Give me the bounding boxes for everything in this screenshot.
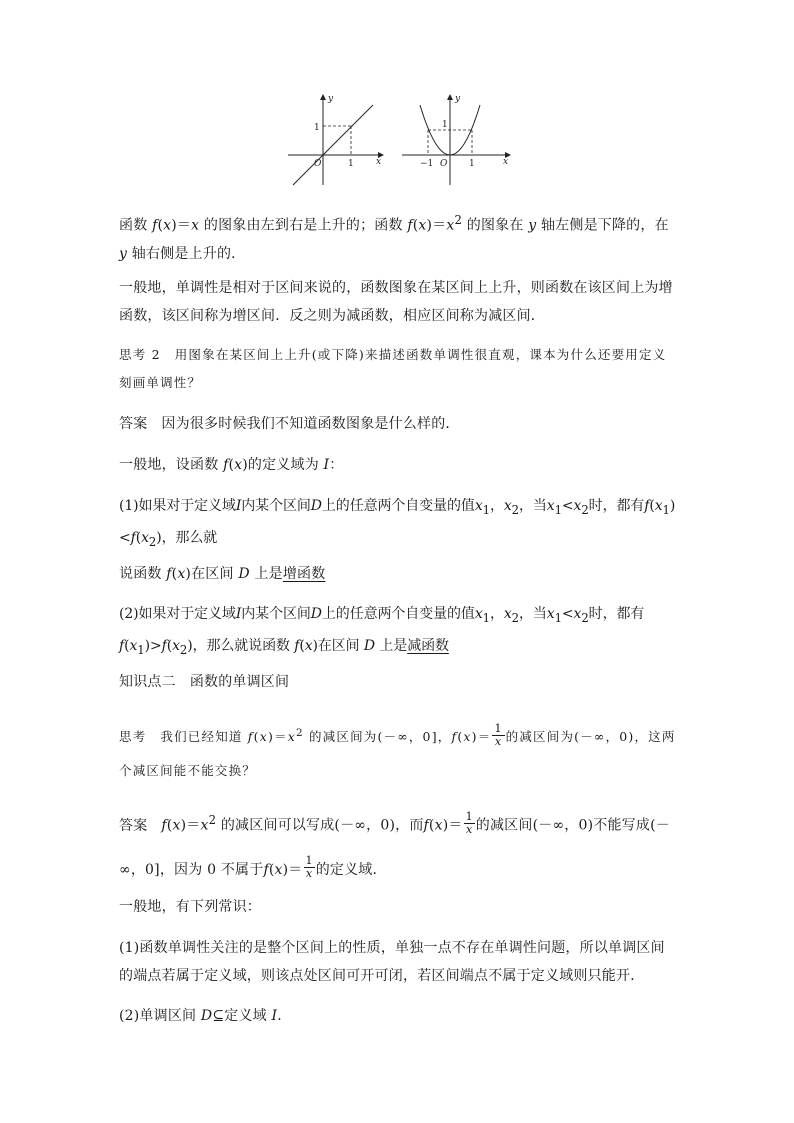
think-question-3: 思考 我们已经知道 $f(x)=x^2$ 的减区间为(－∞，0]，f(x)＝ $\frac{1}{x}$ 的减区间为(－∞，0)，这两个减区间能不能交换？ bbox=[119, 722, 676, 779]
y-axis-label: y bbox=[328, 94, 334, 104]
x-axis-label: x bbox=[376, 157, 382, 167]
general-knowledge-intro: 一般地，有下列常识： bbox=[119, 899, 261, 915]
fraction-one-over-x: $\frac{1}{x}$ bbox=[494, 722, 503, 749]
figures-row bbox=[280, 90, 520, 190]
fraction-one-over-x: $\frac{1}{x}$ bbox=[465, 810, 473, 837]
graph-linear-function bbox=[280, 90, 390, 190]
answer-1: 答案 因为很多时候我们不知道函数图象是什么样的． bbox=[119, 416, 460, 432]
x-axis-label: x bbox=[503, 157, 509, 167]
knowledge-item-2: (2)单调区间 D⊆定义域 I. bbox=[119, 1008, 282, 1024]
definition-increasing: (1)如果对于定义域I内某个区间D上的任意两个自变量的值$x_1$，$x_2$，当$x_1<x_2$时，都有$f(x_1)<f(x_2)$，那么就 bbox=[119, 498, 676, 549]
y-tick-label: 1 bbox=[314, 123, 320, 133]
answer-2: 答案 $f(x)=x^2$ 的减区间可以写成(－∞，0)，而f(x)＝ $\frac{1}{x}$ 的减区间(－∞，0)不能写成(－∞，0]，因为 0 不属于f(x)＝ $\frac{1}{x}$ 的定义域． bbox=[119, 810, 670, 881]
y-tick-label: 1 bbox=[442, 120, 448, 130]
fraction-one-over-x: $\frac{1}{x}$ bbox=[305, 854, 313, 881]
definition-decreasing: (2)如果对于定义域I内某个区间D上的任意两个自变量的值$x_1$，$x_2$，当$x_1<x_2$时，都有$f(x_1)>f(x_2)$，那么就说函数 f(x)在区间 D 上是减函数 bbox=[119, 606, 645, 657]
origin-label: O bbox=[314, 159, 322, 169]
decreasing-function-term: 减函数 bbox=[407, 637, 449, 654]
x-tick-neg-label: −1 bbox=[420, 159, 434, 169]
monotonicity-paragraph: 一般地，单调性是相对于区间来说的，函数图象在某区间上上升，则函数在该区间上为增函数，该区间称为增区间．反之则为减函数，相应区间称为减区间． bbox=[119, 280, 673, 324]
increasing-function-term: 增函数 bbox=[282, 566, 326, 582]
x-tick-label: 1 bbox=[348, 159, 354, 169]
graph-quadratic-function bbox=[398, 90, 518, 190]
x-tick-label: 1 bbox=[469, 159, 475, 169]
knowledge-item-1: (1)函数单调性关注的是整个区间上的性质，单独一点不存在单调性问题，所以单调区间的端点若属于定义域，则该点处区间可开可闭，若区间端点不属于定义域则只能开． bbox=[119, 940, 665, 984]
definition-intro: 一般地，设函数 f(x)的定义域为 I： bbox=[119, 457, 344, 473]
y-axis-label: y bbox=[455, 94, 461, 104]
think-question-2: 思考 2 用图象在某区间上上升(或下降)来描述函数单调性很直观，课本为什么还要用定义刻画单调性？ bbox=[119, 347, 667, 390]
definition-increasing-conclusion: 说函数 f(x)在区间 D 上是增函数 bbox=[119, 566, 326, 582]
graph-description-paragraph: 函数 f(x)＝x 的图象由左到右是上升的；函数 $f(x)=x^2$ 的图象在 y 轴左侧是下降的，在 y 轴右侧是上升的． bbox=[119, 213, 669, 262]
origin-label: O bbox=[440, 159, 448, 169]
section-heading: 知识点二 函数的单调区间 bbox=[119, 674, 290, 690]
